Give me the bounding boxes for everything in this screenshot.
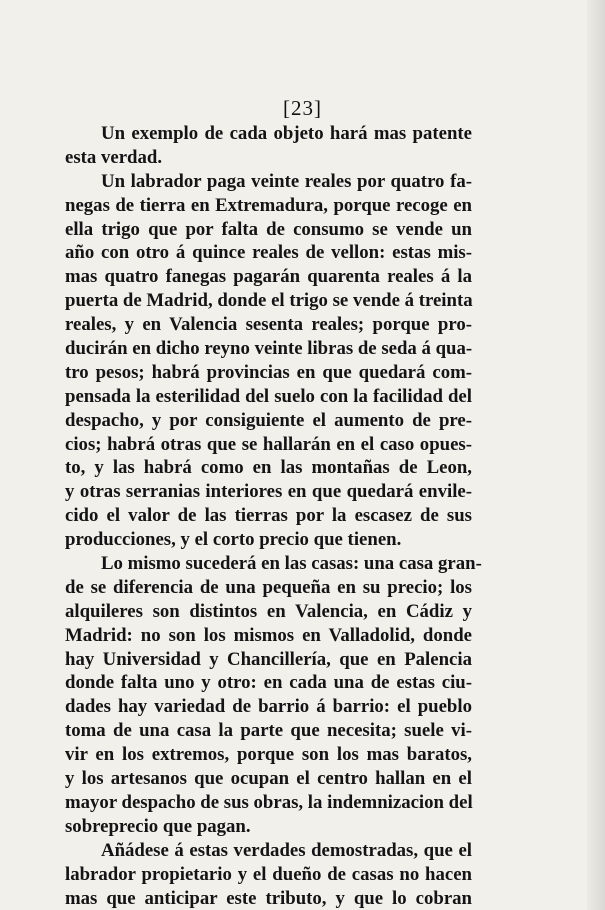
text-line: Un labrador paga veinte reales por quatro fa- (101, 170, 472, 192)
text-line: producciones, y el corto precio que tienen. (65, 529, 402, 551)
text-line: puerta de Madrid, donde el trigo se vende á treinta (65, 290, 473, 312)
text-line: dades hay variedad de barrio á barrio: el pueblo (65, 696, 472, 718)
text-line: pensada la esterilidad del suelo con la facilidad del (65, 385, 472, 407)
text-line: sobreprecio que pagan. (65, 815, 251, 837)
text-line: cios; habrá otras que se hallarán en el caso opues- (65, 433, 472, 455)
text-line: labrador propietario y el dueño de casas no hacen (65, 863, 472, 885)
page-edge (587, 0, 605, 910)
text-line: esta verdad. (65, 146, 163, 168)
text-line: tro pesos; habrá provincias en que quedará com- (65, 361, 472, 383)
text-line: Lo mismo sucederá en las casas: una casa gran- (101, 553, 482, 575)
text-line: to, y las habrá como en las montañas de Leon, (65, 457, 472, 479)
text-line: cido el valor de las tierras por la escasez de sus (65, 505, 472, 527)
text-line: mayor despacho de sus obras, la indemnizacion del (65, 791, 473, 813)
text-line: negas de tierra en Extremadura, porque recoge en (65, 194, 472, 216)
page-number: [23] (283, 96, 322, 120)
text-line: donde falta uno y otro: en cada una de estas ciu- (65, 672, 472, 694)
text-line: vir en los extremos, porque son los mas baratos, (65, 744, 472, 766)
text-line: ducirán en dicho reyno veinte libras de seda á qua- (65, 338, 473, 360)
text-line: toma de una casa la parte que necesita; suele vi- (65, 720, 472, 742)
text-line: y otras serranias interiores en que quedará envile- (65, 481, 472, 503)
text-line: Madrid: no son los mismos en Valladolid, donde (65, 624, 472, 646)
text-line: de se diferencia de una pequeña en su precio; los (65, 576, 472, 598)
text-line: alquileres son distintos en Valencia, en Cádiz y (65, 600, 472, 622)
text-line: año con otro á quince reales de vellon: estas mis- (65, 242, 472, 264)
text-line: ella trigo que por falta de consumo se vende un (65, 218, 472, 240)
text-line: reales, y en Valencia sesenta reales; porque pro- (65, 314, 472, 336)
text-line: despacho, y por consiguiente el aumento de pre- (65, 409, 472, 431)
text-line: mas quatro fanegas pagarán quarenta reales á la (65, 266, 472, 288)
text-line: mas que anticipar este tributo, y que lo cobran (65, 887, 472, 909)
text-line: Un exemplo de cada objeto hará mas patente (101, 123, 472, 144)
text-line: y los artesanos que ocupan el centro hallan en el (65, 768, 472, 790)
text-line: hay Universidad y Chancillería, que en Palencia (65, 648, 472, 670)
body-text (65, 122, 482, 910)
text-line: Añádese á estas verdades demostradas, que el (101, 839, 472, 861)
